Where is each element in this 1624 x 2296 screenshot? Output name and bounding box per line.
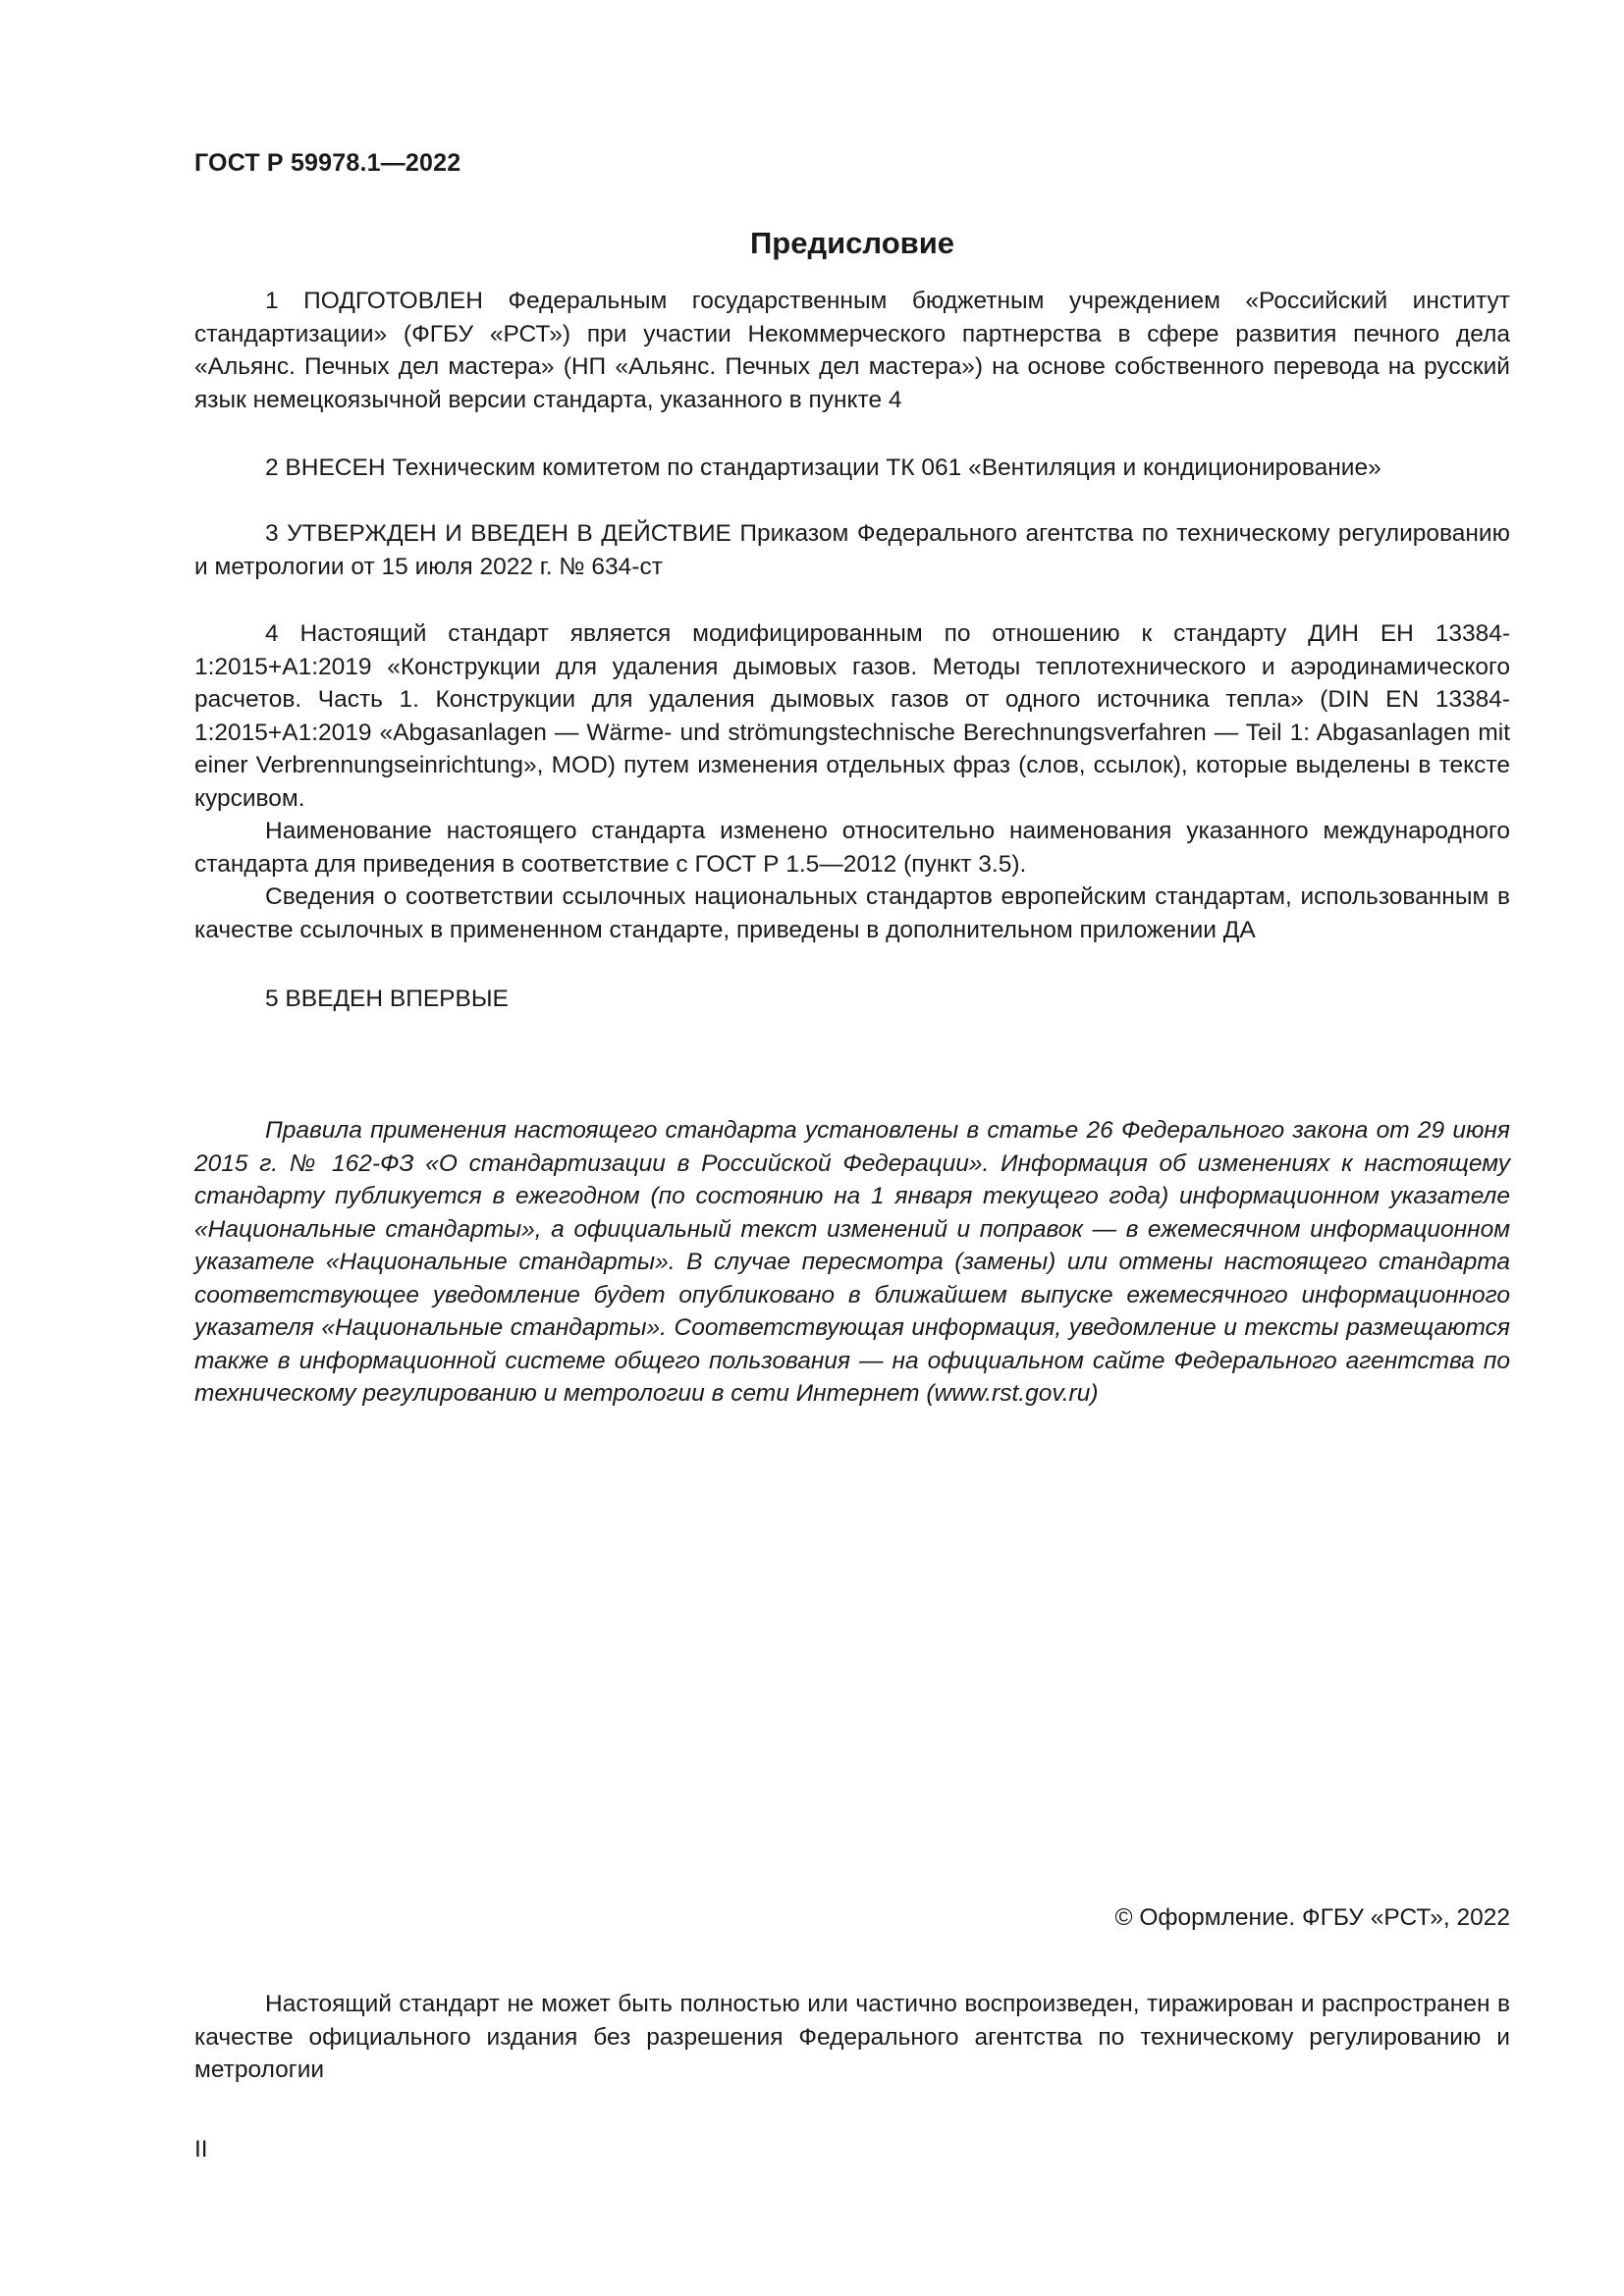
rules-notice (194, 1114, 1510, 1411)
item-4-text: 4 Настоящий стандарт является модифицированным по отношению к стандарту ДИН ЕН 13384-1:2015+А1:2019 «Конструкции для удаления дымовых газов. Методы теплотехнического и аэродинамического расчетов. Часть 1. Конструкции для удаления дымовых газов от одного источника тепла» (DIN EN 13384-1:2015+A1:2019 «Abgasanlagen — Wärme- und strömungstechnische Berechnungsverfahren — Teil 1: Abgasanlagen mit einer Verbrennungseinrichtung», MOD) путем изменения отдельных фраз (слов, ссылок), которые выделены в тексте курсивом. (194, 620, 1510, 812)
copyright-notice: © Оформление. ФГБУ «РСТ», 2022 (1114, 1904, 1510, 1931)
item-4-title-note: Наименование настоящего стандарта изменено относительно наименования указанного международного стандарта для приведения в соответствие с ГОСТ Р 1.5—2012 (пункт 3.5). (194, 818, 1510, 878)
item-2-text: 2 ВНЕСЕН Техническим комитетом по стандартизации ТК 061 «Вентиляция и кондиционирование» (265, 454, 1381, 481)
reproduction-notice (194, 1988, 1510, 2087)
page-number: II (194, 2136, 208, 2163)
document-id: ГОСТ Р 59978.1—2022 (194, 149, 461, 177)
item-4 (194, 617, 1510, 946)
item-5-text: 5 ВВЕДЕН ВПЕРВЫЕ (265, 986, 509, 1012)
item-2 (194, 452, 1510, 485)
rules-notice-text: Правила применения настоящего стандарта установлены в статье 26 Федерального закона от 29 июня 2015 г. № 162-ФЗ «О стандартизации в Российской Федерации». Информация об изменениях к настоящему стандарту публикуется в ежегодном (по состоянию на 1 января текущего года) информационном указателе «Национальные стандарты», а официальный текст изменений и поправок — в ежемесячном информационном указателе «Национальные стандарты». В случае пересмотра (замены) или отмены настоящего стандарта соответствующее уведомление будет опубликовано в ближайшем выпуске ежемесячного информационного указателя «Национальные стандарты». Соответствующая информация, уведомление и тексты размещаются также в информационной системе общего пользования — на официальном сайте Федерального агентства по техническому регулированию и метрологии в сети Интернет (www.rst.gov.ru) (194, 1117, 1510, 1407)
page-title: Предисловие (749, 226, 954, 260)
item-1-text: 1 ПОДГОТОВЛЕН Федеральным государственным бюджетным учреждением «Российский институт стандартизации» (ФГБУ «РСТ») при участии Некоммерческого партнерства в сфере развития печного дела «Альянс. Печных дел мастера» (НП «Альянс. Печных дел мастера») на основе собственного перевода на русский язык немецкоязычной версии стандарта, указанного в пункте 4 (194, 288, 1510, 413)
reproduction-notice-text: Настоящий стандарт не может быть полностью или частично воспроизведен, тиражирован и распространен в качестве официального издания без разрешения Федерального агентства по техническому регулированию и метрологии (194, 1991, 1510, 2083)
item-4-reference-note: Сведения о соответствии ссылочных национальных стандартов европейским стандартам, использованным в качестве ссылочных в примененном стандарте, приведены в дополнительном приложении ДА (194, 883, 1510, 943)
item-5 (194, 983, 1510, 1016)
item-1 (194, 285, 1510, 416)
item-3-text: 3 УТВЕРЖДЕН И ВВЕДЕН В ДЕЙСТВИЕ Приказом Федерального агентства по техническому регулированию и метрологии от 15 июля 2022 г. № 634-ст (194, 520, 1510, 580)
item-3 (194, 517, 1510, 583)
